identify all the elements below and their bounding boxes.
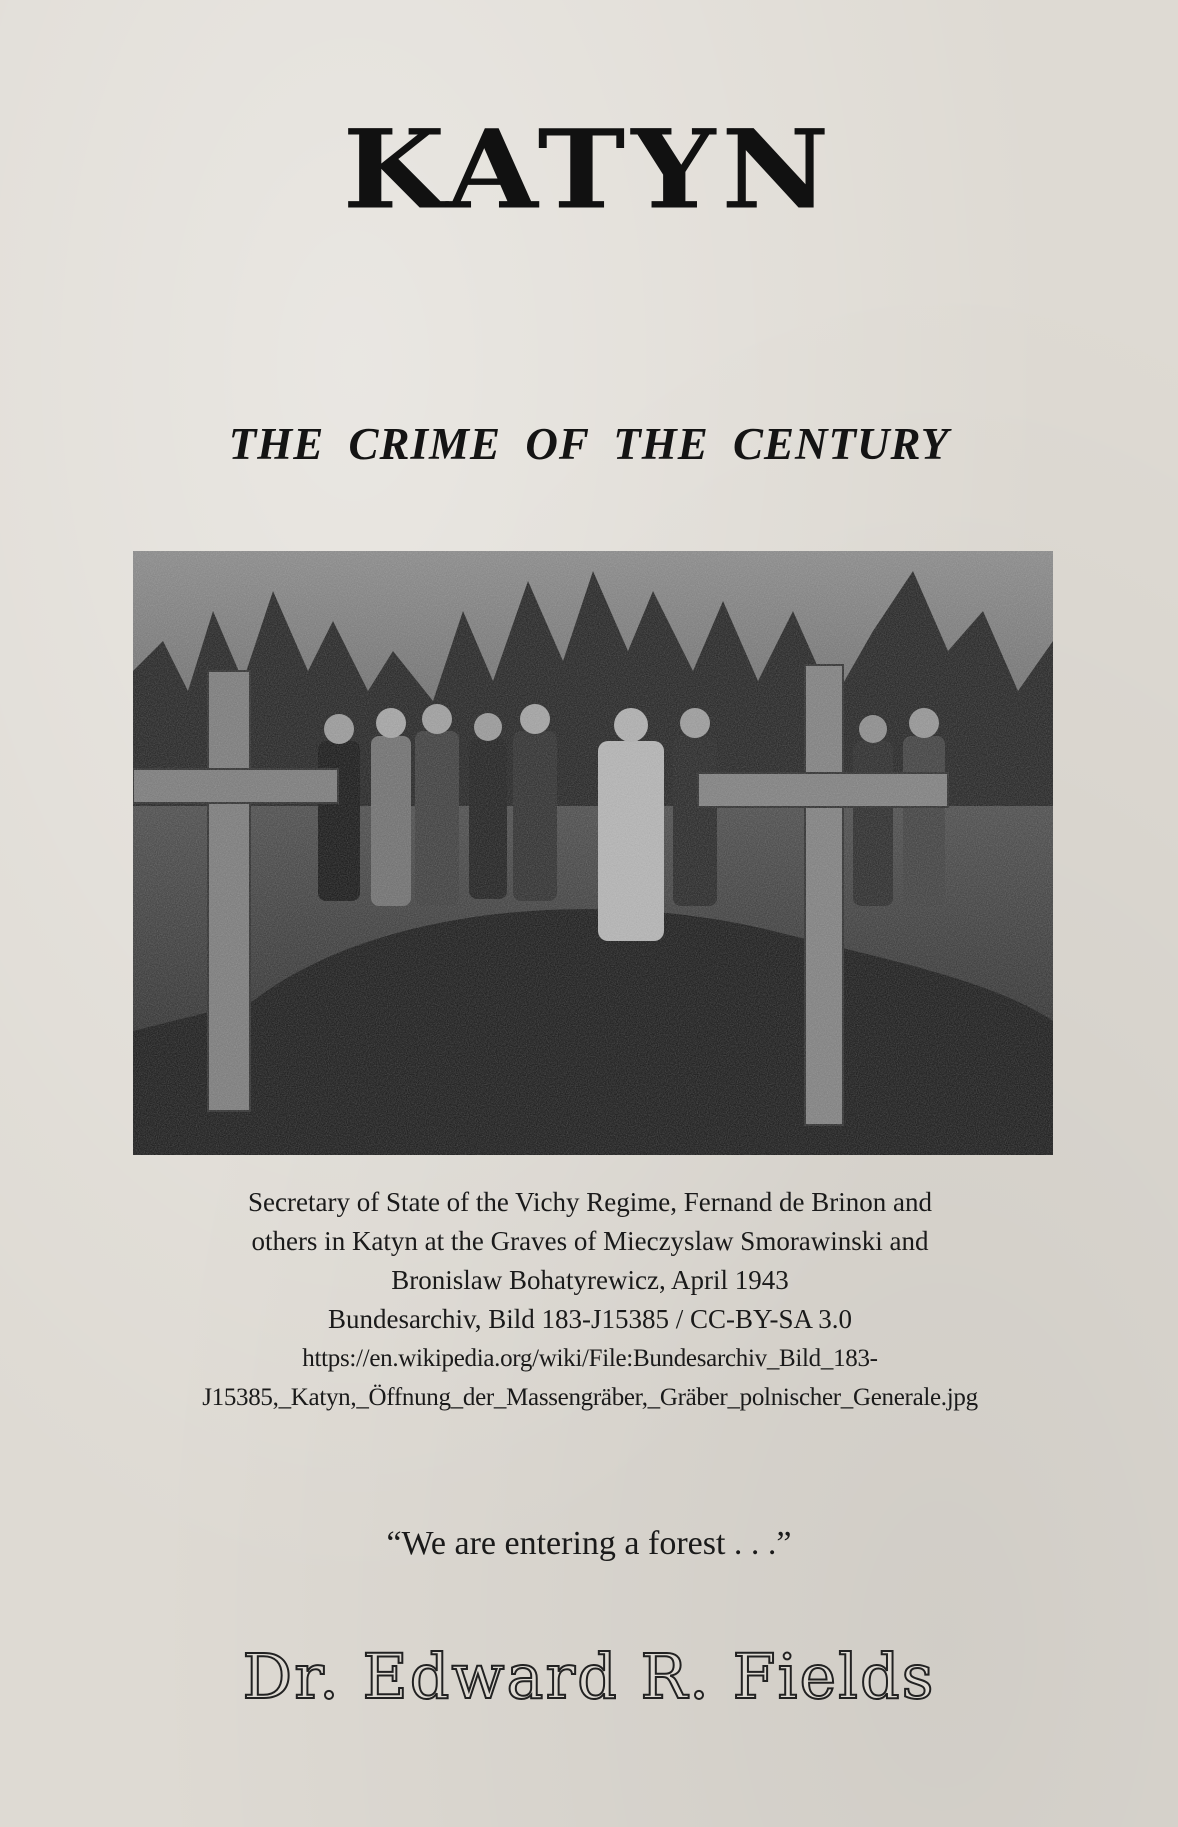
caption-credit: Bundesarchiv, Bild 183-J15385 / CC-BY-SA 3.0 xyxy=(327,1304,852,1334)
photo-illustration xyxy=(133,551,1053,1155)
book-title: KATYN xyxy=(342,105,836,234)
photo-caption xyxy=(100,1183,1080,1417)
epigraph-quote: “We are entering a forest . . .” xyxy=(386,1525,792,1562)
book-subtitle: THE CRIME OF THE CENTURY xyxy=(228,419,950,469)
caption-line: Secretary of State of the Vichy Regime, Fernand de Brinon and xyxy=(248,1187,932,1217)
cover-photograph xyxy=(133,551,1053,1155)
caption-url: https://en.wikipedia.org/wiki/File:Bundesarchiv_Bild_183- xyxy=(302,1345,878,1372)
author-name: Dr. Edward R. Fields xyxy=(242,1640,936,1713)
photo-grain xyxy=(133,551,1053,1155)
caption-url: J15385,_Katyn,_Öffnung_der_Massengräber,_Gräber_polnischer_Generale.jpg xyxy=(202,1384,978,1411)
caption-line: Bronislaw Bohatyrewicz, April 1943 xyxy=(391,1265,789,1295)
caption-line: others in Katyn at the Graves of Mieczyslaw Smorawinski and xyxy=(251,1226,929,1256)
